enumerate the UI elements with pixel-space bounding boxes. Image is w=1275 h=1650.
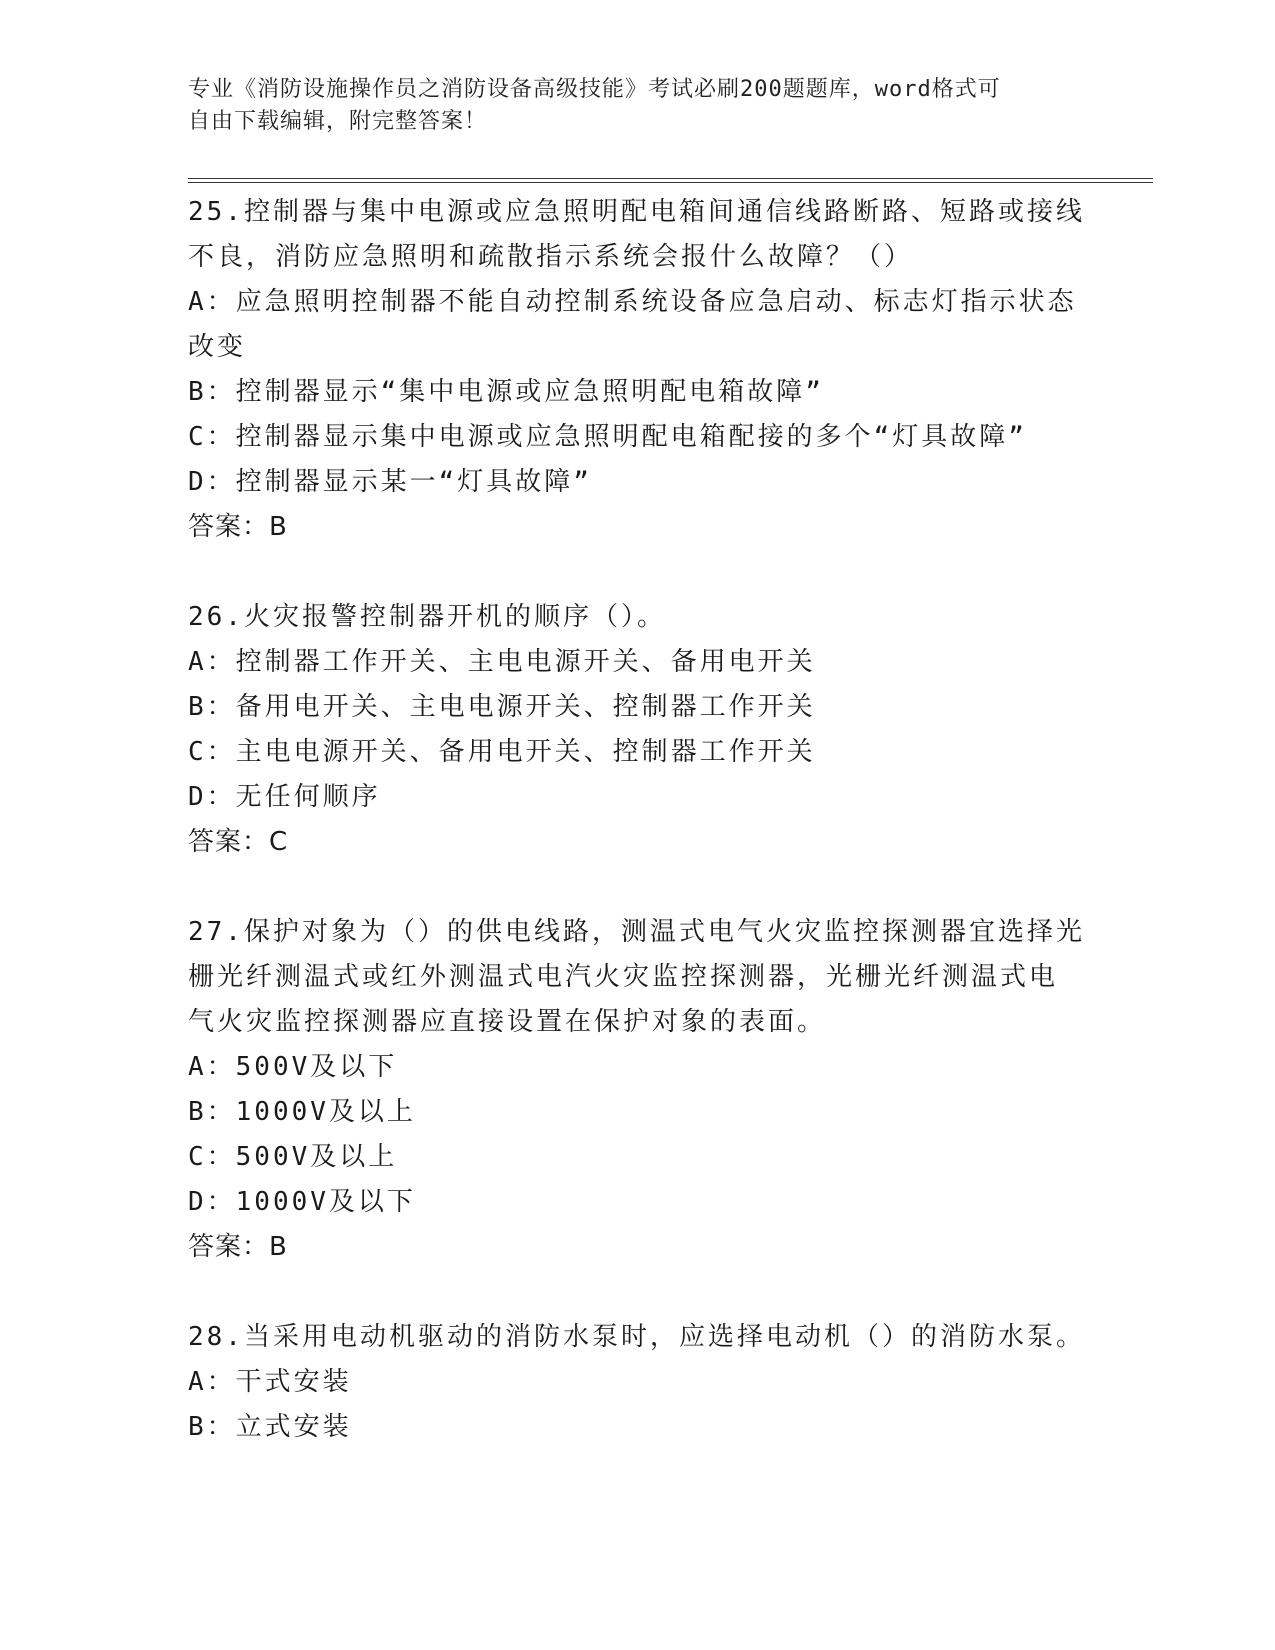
answer-line: 答案：C [188, 827, 289, 857]
option-line: B：控制器显示“集中电源或应急照明配电箱故障” [188, 377, 824, 407]
option-line: 改变 [188, 332, 247, 362]
header-rule-bottom [188, 182, 1153, 183]
option-line: C：500V及以上 [188, 1142, 398, 1172]
option-line: A：500V及以下 [188, 1052, 398, 1082]
header-line-1: 专业《消防设施操作员之消防设备高级技能》考试必刷200题题库，word格式可 [188, 77, 1001, 102]
answer-line: 答案：B [188, 1232, 288, 1262]
question-stem-line: 28.当采用电动机驱动的消防水泵时，应选择电动机（）的消防水泵。 [188, 1322, 1085, 1352]
document-header [188, 74, 1068, 138]
question-stem-line: 气火灾监控探测器应直接设置在保护对象的表面。 [188, 1007, 827, 1037]
question-block [188, 190, 1088, 550]
option-line: C：控制器显示集中电源或应急照明配电箱配接的多个“灯具故障” [188, 422, 1027, 452]
header-rule-top [188, 178, 1153, 179]
question-spacer [188, 550, 1088, 595]
header-line-2: 自由下载编辑，附完整答案！ [188, 109, 488, 134]
question-spacer [188, 865, 1088, 910]
option-line: B：立式安装 [188, 1412, 352, 1442]
option-line: B：备用电开关、主电电源开关、控制器工作开关 [188, 692, 816, 722]
question-spacer [188, 1270, 1088, 1315]
option-line: A：控制器工作开关、主电电源开关、备用电开关 [188, 647, 816, 677]
question-stem-line: 27.保护对象为（）的供电线路，测温式电气火灾监控探测器宜选择光 [188, 917, 1085, 947]
question-stem-line: 不良，消防应急照明和疏散指示系统会报什么故障？（） [188, 242, 914, 272]
option-line: B：1000V及以上 [188, 1097, 416, 1127]
question-block [188, 910, 1088, 1270]
option-line: D：1000V及以下 [188, 1187, 416, 1217]
option-line: A：干式安装 [188, 1367, 352, 1397]
question-stem-line: 26.火灾报警控制器开机的顺序（）。 [188, 602, 666, 632]
question-stem-line: 25.控制器与集中电源或应急照明配电箱间通信线路断路、短路或接线 [188, 197, 1085, 227]
question-list [188, 190, 1088, 1450]
question-block [188, 1315, 1088, 1450]
option-line: C：主电电源开关、备用电开关、控制器工作开关 [188, 737, 816, 767]
question-block [188, 595, 1088, 865]
option-line: D：无任何顺序 [188, 782, 381, 812]
option-line: A：应急照明控制器不能自动控制系统设备应急启动、标志灯指示状态 [188, 287, 1077, 317]
option-line: D：控制器显示某一“灯具故障” [188, 467, 592, 497]
answer-line: 答案：B [188, 512, 288, 542]
question-stem-line: 栅光纤测温式或红外测温式电汽火灾监控探测器，光栅光纤测温式电 [188, 962, 1059, 992]
